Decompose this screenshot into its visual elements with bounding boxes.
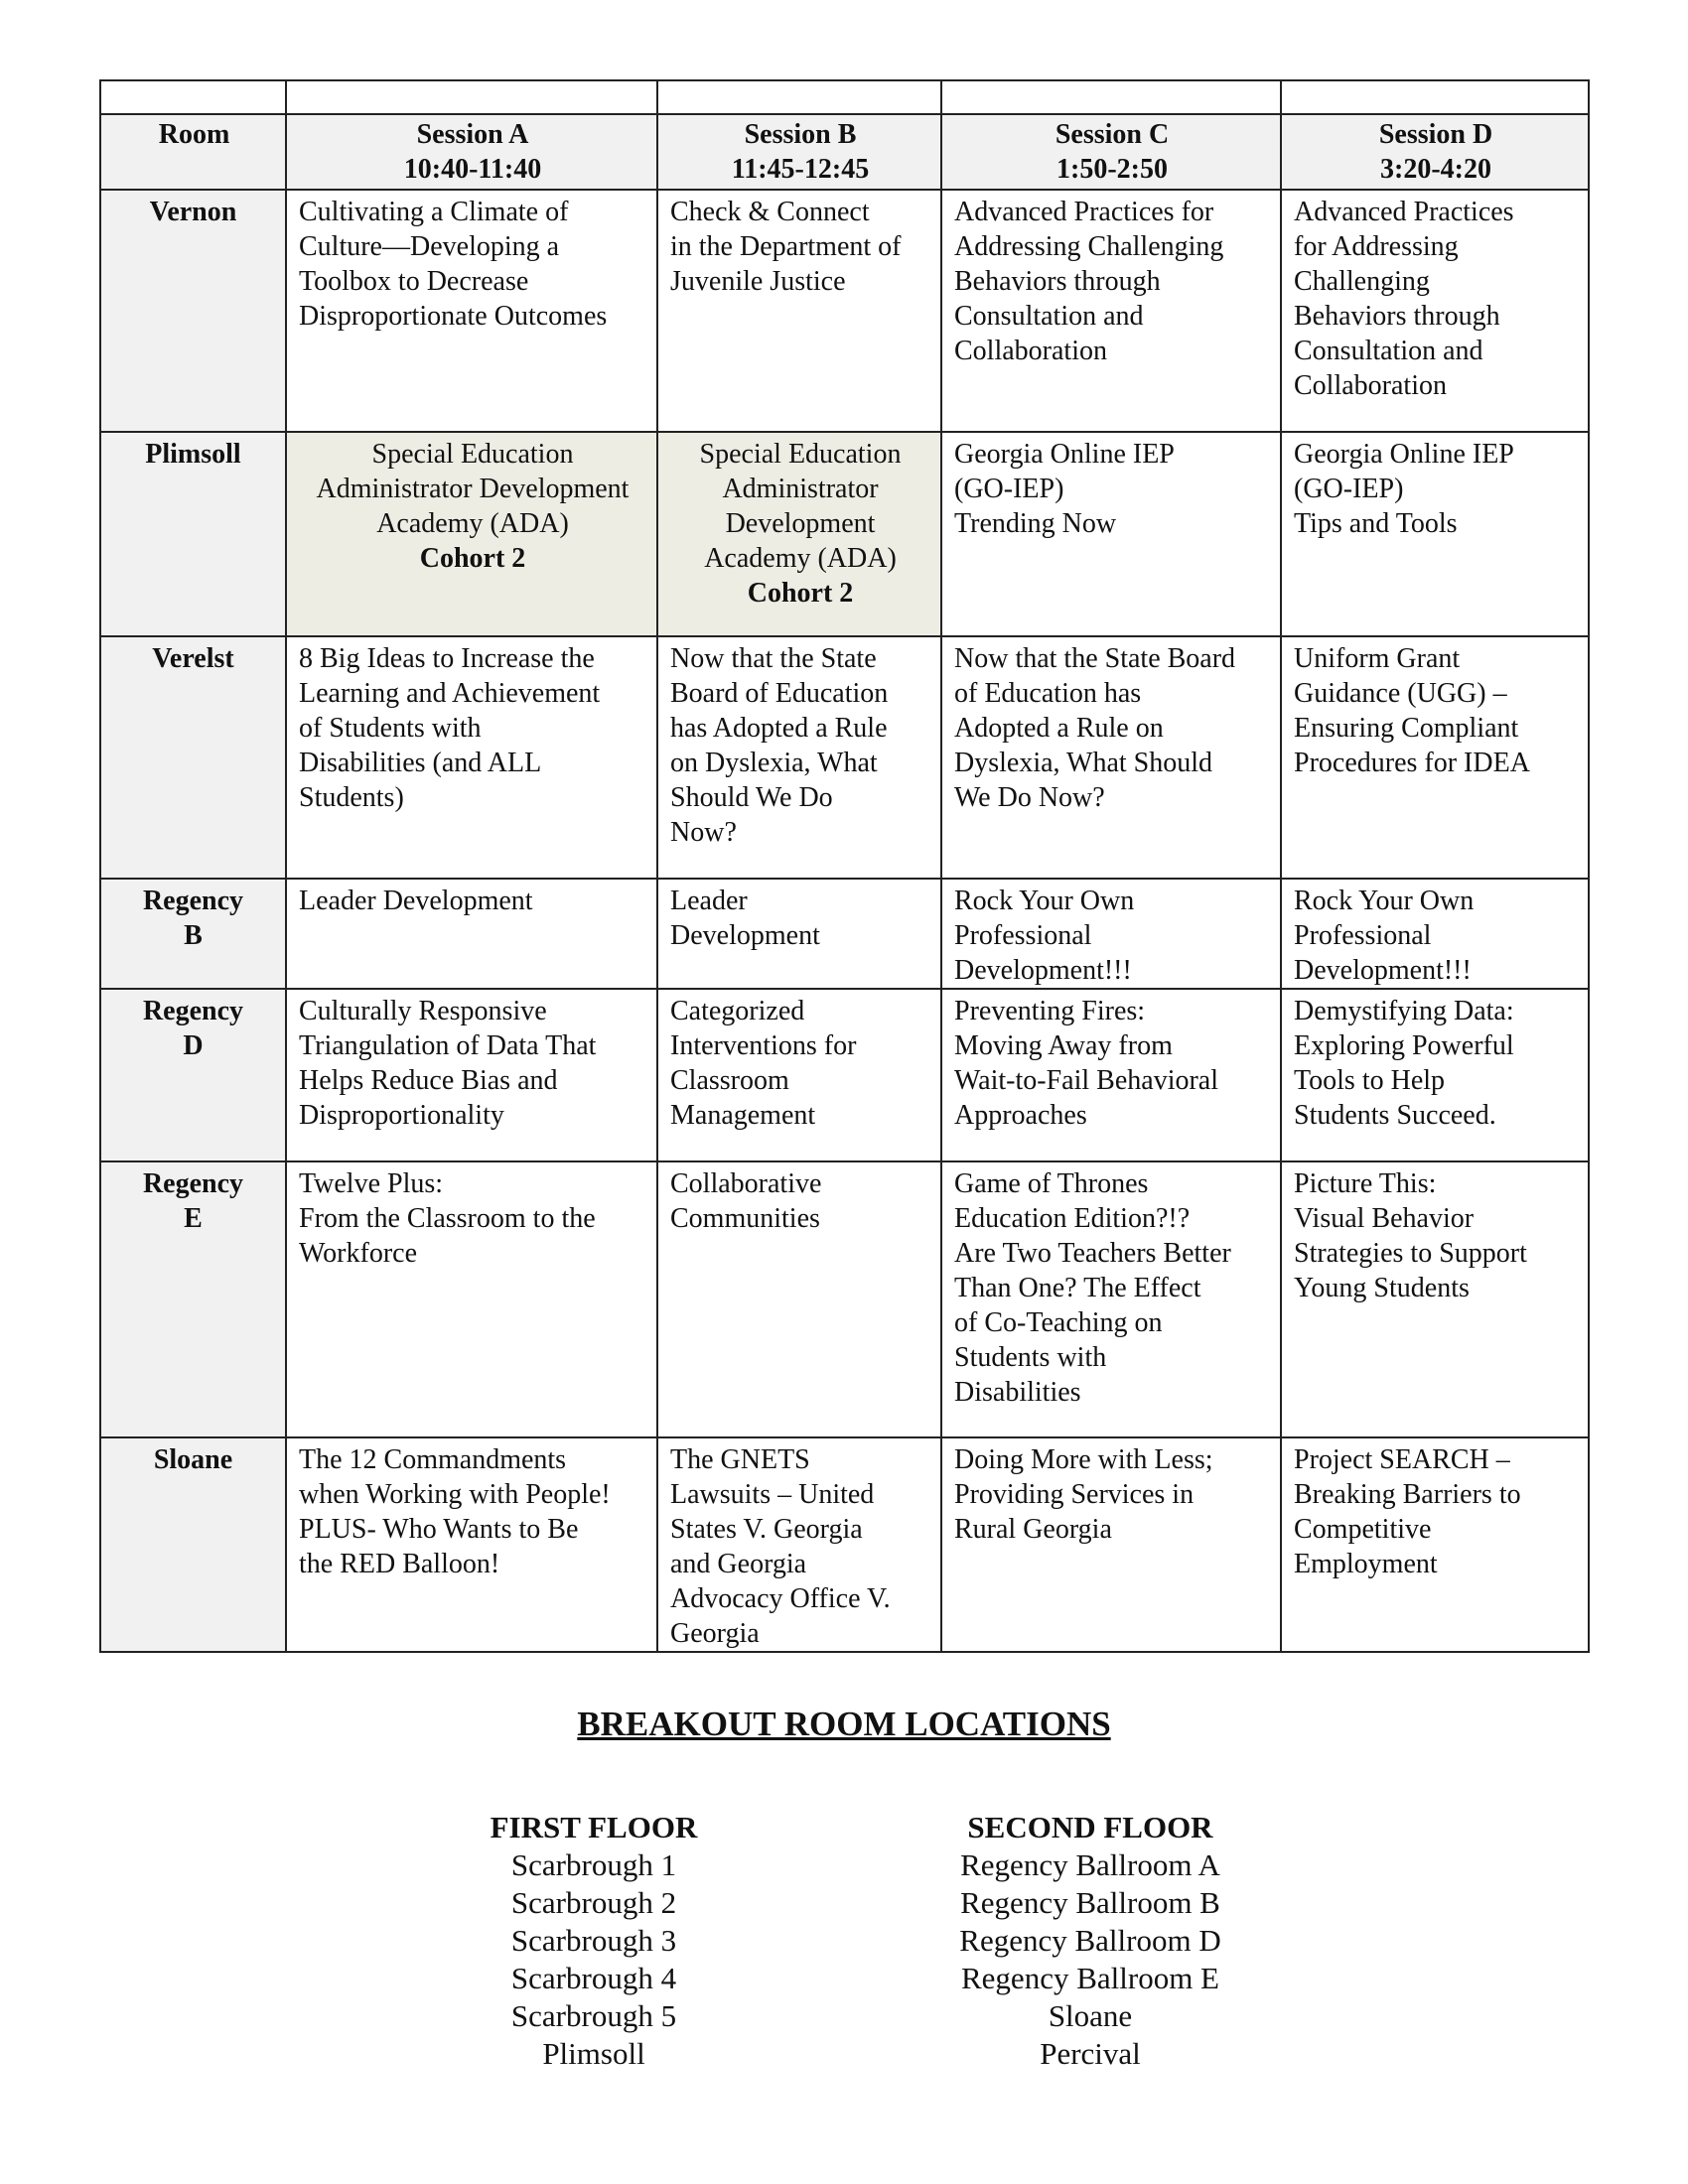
session-title-line: Wait-to-Fail Behavioral [954, 1065, 1218, 1096]
session-title-line: on Dyslexia, What [670, 748, 878, 778]
room-name-line: D [183, 1030, 204, 1061]
session-title-line: Interventions for [670, 1030, 857, 1061]
session-title-line: Visual Behavior [1294, 1203, 1475, 1234]
session-title-line: Administrator Development [316, 474, 630, 504]
session-title-line: Learning and Achievement [299, 678, 601, 709]
session-title-line: Tips and Tools [1294, 508, 1458, 539]
session-title-line: Academy (ADA) [376, 508, 569, 539]
session-title-line: Demystifying Data: [1294, 996, 1514, 1026]
session-b-header [657, 114, 941, 190]
room-name-line: Verelst [152, 643, 234, 674]
room-column-header: Room [100, 114, 286, 190]
session-title-line: Providing Services in [954, 1479, 1195, 1510]
session-title-line: Consultation and [954, 301, 1144, 332]
session-title-line: PLUS- Who Wants to Be [299, 1514, 579, 1545]
session-title-line: Disabilities [954, 1377, 1081, 1408]
first-floor-rooms [395, 1846, 792, 2073]
table-row [100, 879, 1589, 989]
session-title-line: Special Education [371, 439, 574, 470]
session-title-line: Culture—Developing a [299, 231, 560, 262]
session-title-line: Georgia Online IEP [954, 439, 1175, 470]
session-title-line: Helps Reduce Bias and [299, 1065, 558, 1096]
session-title-line: (GO-IEP) [954, 474, 1064, 504]
session-b-cell [657, 190, 941, 432]
session-d-cell [1281, 989, 1589, 1161]
session-title-line: Development [725, 508, 876, 539]
session-b-cell [657, 636, 941, 879]
session-title-line: Project SEARCH – [1294, 1444, 1510, 1475]
session-d-header [1281, 114, 1589, 190]
session-title-line: Students with [954, 1342, 1107, 1373]
session-b-cell [657, 1437, 941, 1652]
session-title-line: in the Department of [670, 231, 902, 262]
session-title-line: The 12 Commandments [299, 1444, 567, 1475]
session-schedule-table [99, 79, 1590, 1653]
room-name-line: Sloane [153, 1444, 233, 1475]
session-title-line: Competitive [1294, 1514, 1432, 1545]
session-name: Session C [1055, 119, 1170, 150]
room-location-item: Scarbrough 5 [510, 1998, 677, 2033]
room-name-cell [100, 432, 286, 636]
session-d-cell [1281, 432, 1589, 636]
session-title-line: Georgia [670, 1618, 760, 1649]
session-title-line: Are Two Teachers Better [954, 1238, 1231, 1269]
session-title-line: Young Students [1294, 1273, 1470, 1303]
first-floor-title: FIRST FLOOR [490, 1810, 698, 1844]
session-title-line: the RED Balloon! [299, 1549, 500, 1579]
session-title-line: Cultivating a Climate of [299, 197, 569, 227]
session-a-cell [286, 1161, 657, 1437]
room-name-cell [100, 879, 286, 989]
session-title-line: has Adopted a Rule [670, 713, 888, 744]
session-title-line: for Addressing [1294, 231, 1459, 262]
session-d-cell [1281, 636, 1589, 879]
session-title-line: Professional [954, 920, 1092, 951]
session-b-cell [657, 432, 941, 636]
session-title-line: Development!!! [1294, 955, 1472, 986]
table-row [100, 636, 1589, 879]
session-title-line: Now that the State Board [954, 643, 1236, 674]
session-title-line: Game of Thrones [954, 1168, 1149, 1199]
session-a-cell [286, 879, 657, 989]
session-title-line: Culturally Responsive [299, 996, 547, 1026]
session-a-cell [286, 1437, 657, 1652]
room-name-line: Regency [142, 996, 244, 1026]
session-title-line: Procedures for IDEA [1294, 748, 1530, 778]
room-name-cell [100, 989, 286, 1161]
session-title-line: of Education has [954, 678, 1142, 709]
session-title-line: Check & Connect [670, 197, 870, 227]
session-c-cell [941, 432, 1281, 636]
session-title-line: Development [670, 920, 820, 951]
session-title-line: Workforce [299, 1238, 418, 1269]
session-c-cell [941, 989, 1281, 1161]
session-title-line: Guidance (UGG) – [1294, 678, 1507, 709]
session-title-line: Communities [670, 1203, 820, 1234]
session-a-cell [286, 636, 657, 879]
session-title-line: States V. Georgia [670, 1514, 863, 1545]
room-name-line: Plimsoll [145, 439, 241, 470]
session-title-line: (GO-IEP) [1294, 474, 1404, 504]
room-name-cell [100, 190, 286, 432]
session-c-header [941, 114, 1281, 190]
session-title-line: Breaking Barriers to [1294, 1479, 1521, 1510]
session-name: Session B [744, 119, 857, 150]
session-title-line: Georgia Online IEP [1294, 439, 1514, 470]
session-title-line: Ensuring Compliant [1294, 713, 1519, 744]
room-name-line: Regency [142, 1168, 244, 1199]
session-d-cell [1281, 879, 1589, 989]
room-location-item: Scarbrough 1 [510, 1847, 677, 1882]
session-title-line: Rock Your Own [954, 886, 1135, 916]
first-floor-list [395, 1809, 792, 2073]
session-title-line: Classroom [670, 1065, 789, 1096]
room-location-item: Regency Ballroom D [959, 1923, 1221, 1958]
session-c-cell [941, 1437, 1281, 1652]
session-title-line: Behaviors through [1294, 301, 1500, 332]
room-location-item: Percival [1040, 2036, 1141, 2071]
session-title-line: Challenging [1294, 266, 1430, 297]
blank-top-row [100, 80, 1589, 114]
session-title-line: Behaviors through [954, 266, 1161, 297]
session-title-line: Students Succeed. [1294, 1100, 1496, 1131]
session-title-line: Should We Do [670, 782, 833, 813]
session-title-line: Rural Georgia [954, 1514, 1112, 1545]
table-row [100, 1161, 1589, 1437]
session-title-line: Trending Now [954, 508, 1117, 539]
session-title-line: Moving Away from [954, 1030, 1173, 1061]
session-title-line: Picture This: [1294, 1168, 1437, 1199]
session-title-line: Addressing Challenging [954, 231, 1224, 262]
room-location-item: Scarbrough 4 [510, 1961, 677, 1995]
room-location-item: Regency Ballroom A [960, 1847, 1220, 1882]
session-title-line: Toolbox to Decrease [299, 266, 529, 297]
session-title-line: Advanced Practices for [954, 197, 1214, 227]
session-title-line: Leader Development [299, 886, 533, 916]
room-location-item: Regency Ballroom B [960, 1885, 1220, 1920]
second-floor-title: SECOND FLOOR [967, 1810, 1213, 1844]
session-title-line: Academy (ADA) [704, 543, 897, 574]
session-time: 1:50-2:50 [1056, 154, 1168, 185]
session-title-line: Rock Your Own [1294, 886, 1475, 916]
session-title-line: when Working with People! [299, 1479, 611, 1510]
session-title-line: We Do Now? [954, 782, 1105, 813]
session-a-cell [286, 989, 657, 1161]
room-location-item: Scarbrough 3 [510, 1923, 677, 1958]
room-location-item: Sloane [1048, 1998, 1133, 2033]
session-title-line: Collaboration [1294, 370, 1447, 401]
session-title-line: Twelve Plus: [299, 1168, 444, 1199]
room-location-item: Scarbrough 2 [510, 1885, 677, 1920]
room-name-cell [100, 636, 286, 879]
session-title-line: Tools to Help [1294, 1065, 1446, 1096]
session-title-line: of Students with [299, 713, 482, 744]
session-title-line: Education Edition?!? [954, 1203, 1191, 1234]
session-name: Session D [1378, 119, 1493, 150]
schedule-body [100, 190, 1589, 1652]
header-row [100, 114, 1589, 190]
session-title-line: Administrator [722, 474, 879, 504]
session-title-line: of Co-Teaching on [954, 1307, 1163, 1338]
session-title-line: Juvenile Justice [670, 266, 846, 297]
session-b-cell [657, 989, 941, 1161]
table-row [100, 1437, 1589, 1652]
session-title-line: Collaborative [670, 1168, 822, 1199]
table-row [100, 432, 1589, 636]
session-a-cell [286, 432, 657, 636]
room-name-cell [100, 1437, 286, 1652]
room-name-line: B [184, 920, 203, 951]
room-name-line: E [184, 1203, 203, 1234]
session-title-line: Employment [1294, 1549, 1438, 1579]
session-title-line: Now that the State [670, 643, 877, 674]
session-a-header [286, 114, 657, 190]
session-time: 10:40-11:40 [403, 154, 542, 185]
session-title-line: Board of Education [670, 678, 889, 709]
session-d-cell [1281, 1437, 1589, 1652]
session-title-line: Advocacy Office V. [670, 1583, 891, 1614]
session-c-cell [941, 636, 1281, 879]
session-title-line: Adopted a Rule on [954, 713, 1164, 744]
session-name: Session A [416, 119, 529, 150]
table-row [100, 190, 1589, 432]
session-title-line: Students) [299, 782, 404, 813]
cohort-label: Cohort 2 [419, 543, 526, 574]
session-b-cell [657, 879, 941, 989]
room-name-line: Vernon [149, 197, 237, 227]
session-title-line: Than One? The Effect [954, 1273, 1201, 1303]
session-title-line: The GNETS [670, 1444, 810, 1475]
session-a-cell [286, 190, 657, 432]
second-floor-rooms [892, 1846, 1289, 2073]
session-title-line: Development!!! [954, 955, 1132, 986]
session-title-line: Professional [1294, 920, 1432, 951]
session-d-cell [1281, 190, 1589, 432]
session-title-line: Strategies to Support [1294, 1238, 1527, 1269]
session-title-line: Uniform Grant [1294, 643, 1461, 674]
session-title-line: Disproportionality [299, 1100, 504, 1131]
session-title-line: Dyslexia, What Should [954, 748, 1213, 778]
session-title-line: Categorized [670, 996, 805, 1026]
room-name-line: Regency [142, 886, 244, 916]
session-title-line: Exploring Powerful [1294, 1030, 1514, 1061]
session-title-line: Approaches [954, 1100, 1087, 1131]
session-title-line: Preventing Fires: [954, 996, 1146, 1026]
session-title-line: Advanced Practices [1294, 197, 1514, 227]
session-title-line: 8 Big Ideas to Increase the [299, 643, 595, 674]
session-title-line: and Georgia [670, 1549, 807, 1579]
session-c-cell [941, 1161, 1281, 1437]
session-c-cell [941, 879, 1281, 989]
room-location-item: Plimsoll [542, 2036, 645, 2071]
session-title-line: Triangulation of Data That [299, 1030, 597, 1061]
breakout-locations-title: BREAKOUT ROOM LOCATIONS [577, 1705, 1111, 1743]
room-location-item: Regency Ballroom E [961, 1961, 1219, 1995]
session-title-line: Doing More with Less; [954, 1444, 1213, 1475]
session-time: 11:45-12:45 [731, 154, 870, 185]
session-title-line: Leader [670, 886, 748, 916]
second-floor-list [892, 1809, 1289, 2073]
table-row [100, 989, 1589, 1161]
room-name-cell [100, 1161, 286, 1437]
session-b-cell [657, 1161, 941, 1437]
session-title-line: Disproportionate Outcomes [299, 301, 608, 332]
session-title-line: Collaboration [954, 336, 1107, 366]
session-title-line: From the Classroom to the [299, 1203, 596, 1234]
session-time: 3:20-4:20 [1380, 154, 1491, 185]
session-d-cell [1281, 1161, 1589, 1437]
cohort-label: Cohort 2 [747, 578, 854, 609]
session-title-line: Management [670, 1100, 816, 1131]
session-title-line: Special Education [699, 439, 902, 470]
session-title-line: Disabilities (and ALL [299, 748, 542, 778]
session-title-line: Lawsuits – United [670, 1479, 875, 1510]
session-title-line: Consultation and [1294, 336, 1483, 366]
session-c-cell [941, 190, 1281, 432]
session-title-line: Now? [670, 817, 737, 848]
